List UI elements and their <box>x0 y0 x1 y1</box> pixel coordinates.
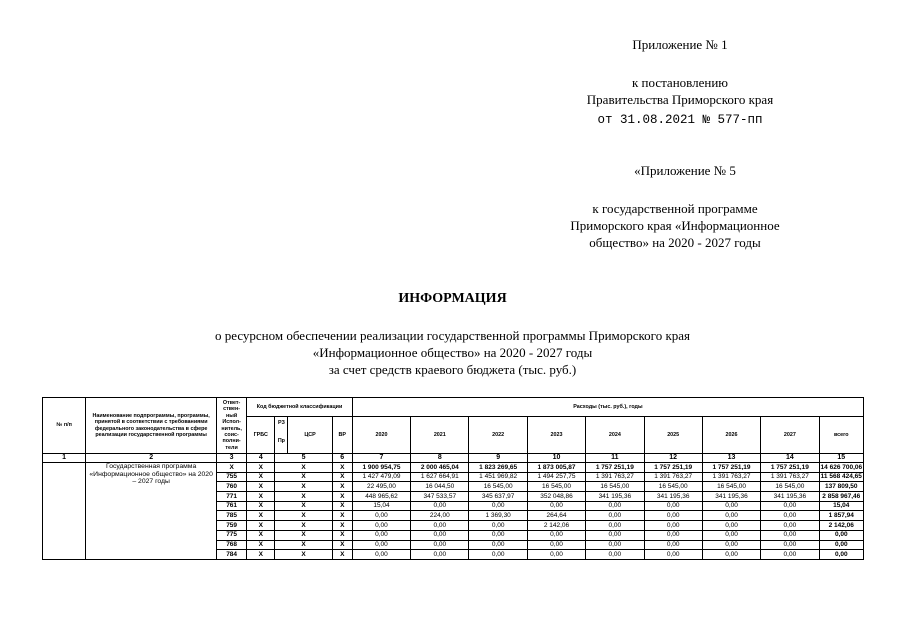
grbs-cell: Х <box>247 472 275 482</box>
responsible-cell: 759 <box>217 521 247 531</box>
amount-cell: 0,00 <box>586 530 644 540</box>
program-name-cell: Государственная программа «Информационное общество» на 2020 – 2027 годы <box>86 463 217 560</box>
amount-cell: 1 451 969,82 <box>469 472 527 482</box>
amount-cell: 0,00 <box>411 530 469 540</box>
responsible-cell: 761 <box>217 501 247 511</box>
column-number: 10 <box>527 454 585 463</box>
amount-cell: 16 545,00 <box>586 482 644 492</box>
vr-cell: Х <box>332 501 352 511</box>
grbs-cell: Х <box>247 550 275 560</box>
col-header-vr: ВР <box>332 417 352 454</box>
amount-cell: 16 545,00 <box>702 482 760 492</box>
amount-cell: 0,00 <box>702 540 760 550</box>
amount-cell: 0,00 <box>644 511 702 521</box>
total-cell: 0,00 <box>819 530 863 540</box>
col-header-year: 2025 <box>644 417 702 454</box>
total-cell: 0,00 <box>819 550 863 560</box>
amount-cell: 0,00 <box>411 501 469 511</box>
amount-cell: 0,00 <box>586 521 644 531</box>
total-cell: 14 626 700,06 <box>820 463 863 471</box>
total-cell: 2 858 967,46 <box>819 492 863 502</box>
col-header-code-group: Код бюджетной классификации <box>247 398 353 417</box>
amount-cell: 352 048,86 <box>527 492 585 502</box>
col-header-name: Наименование подпрограммы, программы, принятой в соответствии с требованиями федерального законодательства в сфере реализации государственной программы <box>86 398 217 454</box>
column-number: 14 <box>761 454 819 463</box>
csr-cell: Х <box>275 521 332 531</box>
amount-cell: 345 637,97 <box>469 492 527 502</box>
csr-cell: Х <box>275 540 332 550</box>
program-line-2: Приморского края «Информационное <box>570 218 780 233</box>
amount-cell: 16 545,00 <box>527 482 585 492</box>
amount-cell: 0,00 <box>352 530 410 540</box>
amount-cell: 1 757 251,19 <box>702 463 760 473</box>
col-header-year: 2020 <box>352 417 410 454</box>
amount-cell: 1 391 763,27 <box>702 472 760 482</box>
total-cell: 15,04 <box>819 501 863 511</box>
amount-cell: 1 873 005,87 <box>527 463 585 473</box>
subtitle-line-2: «Информационное общество» на 2020 - 2027 годы <box>312 345 593 360</box>
vr-cell: Х <box>332 482 352 492</box>
column-number: 5 <box>275 454 332 463</box>
column-number: 11 <box>586 454 644 463</box>
responsible-cell: 771 <box>217 492 247 502</box>
document-subtitle <box>0 327 905 378</box>
vr-cell: Х <box>332 511 352 521</box>
col-header-total: всего <box>819 417 863 454</box>
appendix-5-label: «Приложение № 5 <box>634 163 736 178</box>
col-header-pr: Пр <box>275 429 288 454</box>
col-header-csr: ЦСР <box>288 417 332 454</box>
amount-cell: 1 391 763,27 <box>644 472 702 482</box>
resolution-block <box>550 74 810 129</box>
col-header-rz: РЗ <box>275 417 288 430</box>
amount-cell: 1 391 763,27 <box>586 472 644 482</box>
responsible-cell: Х <box>217 463 247 473</box>
amount-cell: 0,00 <box>586 511 644 521</box>
amount-cell: 0,00 <box>702 521 760 531</box>
column-number: 6 <box>332 454 352 463</box>
csr-cell: Х <box>275 472 332 482</box>
resource-table <box>42 397 864 560</box>
column-number: 7 <box>352 454 410 463</box>
amount-cell: 0,00 <box>644 550 702 560</box>
responsible-cell: 755 <box>217 472 247 482</box>
amount-cell: 0,00 <box>761 530 819 540</box>
amount-cell: 341 195,36 <box>761 492 819 502</box>
amount-cell: 0,00 <box>352 540 410 550</box>
col-header-year: 2021 <box>411 417 469 454</box>
amount-cell: 16 044,50 <box>411 482 469 492</box>
column-number: 15 <box>819 454 863 463</box>
amount-cell: 0,00 <box>702 501 760 511</box>
csr-cell: Х <box>275 511 332 521</box>
col-header-year: 2024 <box>586 417 644 454</box>
vr-cell: Х <box>332 463 352 473</box>
col-header-grbs: ГРБС <box>247 417 275 454</box>
amount-cell: 0,00 <box>469 521 527 531</box>
grbs-cell: Х <box>247 482 275 492</box>
vr-cell: Х <box>332 472 352 482</box>
program-line-3: общество» на 2020 - 2027 годы <box>589 235 761 250</box>
program-line-1: к государственной программе <box>592 201 758 216</box>
program-block <box>560 200 790 251</box>
col-header-year: 2027 <box>761 417 819 454</box>
grbs-cell: Х <box>247 540 275 550</box>
amount-cell: 0,00 <box>411 550 469 560</box>
column-number: 9 <box>469 454 527 463</box>
vr-cell: Х <box>332 530 352 540</box>
col-header-expenses-group: Расходы (тыс. руб.), годы <box>352 398 863 417</box>
column-number: 13 <box>702 454 760 463</box>
amount-cell: 341 195,36 <box>586 492 644 502</box>
amount-cell: 0,00 <box>644 540 702 550</box>
grbs-cell: Х <box>247 521 275 531</box>
appendix-1-label: Приложение № 1 <box>632 37 728 52</box>
row-number-cell <box>43 463 86 560</box>
col-header-year: 2023 <box>527 417 585 454</box>
responsible-cell: 760 <box>217 482 247 492</box>
total-cell: 137 809,50 <box>819 482 863 492</box>
amount-cell: 15,04 <box>352 501 410 511</box>
grbs-cell: Х <box>247 492 275 502</box>
amount-cell: 0,00 <box>702 511 760 521</box>
amount-cell: 0,00 <box>352 511 410 521</box>
amount-cell: 1 427 479,09 <box>352 472 410 482</box>
amount-cell: 224,00 <box>411 511 469 521</box>
col-header-year: 2026 <box>702 417 760 454</box>
amount-cell: 1 391 763,27 <box>761 472 819 482</box>
column-number: 2 <box>86 454 217 463</box>
responsible-cell: 775 <box>217 530 247 540</box>
amount-cell: 347 533,57 <box>411 492 469 502</box>
amount-cell: 0,00 <box>352 550 410 560</box>
amount-cell: 448 965,62 <box>352 492 410 502</box>
amount-cell: 16 545,00 <box>761 482 819 492</box>
col-header-year: 2022 <box>469 417 527 454</box>
vr-cell: Х <box>332 492 352 502</box>
col-header-num: № п/п <box>43 398 86 454</box>
amount-cell: 2 142,06 <box>527 521 585 531</box>
amount-cell: 0,00 <box>352 521 410 531</box>
amount-cell: 341 195,36 <box>702 492 760 502</box>
csr-cell: Х <box>275 530 332 540</box>
amount-cell: 22 495,00 <box>352 482 410 492</box>
column-number: 8 <box>411 454 469 463</box>
total-cell: 1 857,94 <box>819 511 863 521</box>
amount-cell: 1 900 954,75 <box>352 463 410 473</box>
amount-cell: 0,00 <box>761 521 819 531</box>
column-number: 3 <box>217 454 247 463</box>
total-cell: 2 142,06 <box>819 521 863 531</box>
amount-cell: 1 494 257,75 <box>527 472 585 482</box>
vr-cell: Х <box>332 521 352 531</box>
subtitle-line-3: за счет средств краевого бюджета (тыс. руб.) <box>328 362 577 377</box>
amount-cell: 0,00 <box>761 540 819 550</box>
column-number: 4 <box>247 454 275 463</box>
responsible-cell: 785 <box>217 511 247 521</box>
col-header-responsible: Ответ- ствен- ный Испол- нитель, соис- полни- тели <box>217 398 247 454</box>
grbs-cell: Х <box>247 463 275 473</box>
table-row <box>43 463 864 473</box>
amount-cell: 2 000 465,04 <box>411 463 469 473</box>
amount-cell: 0,00 <box>527 530 585 540</box>
amount-cell: 0,00 <box>761 511 819 521</box>
csr-cell: Х <box>275 482 332 492</box>
grbs-cell: Х <box>247 501 275 511</box>
document-title: ИНФОРМАЦИЯ <box>398 291 507 306</box>
amount-cell: 1 627 664,91 <box>411 472 469 482</box>
total-cell: 11 568 424,65 <box>820 473 862 481</box>
csr-cell: Х <box>275 550 332 560</box>
amount-cell: 1 757 251,19 <box>586 463 644 473</box>
amount-cell: 0,00 <box>527 550 585 560</box>
responsible-cell: 784 <box>217 550 247 560</box>
amount-cell: 1 369,30 <box>469 511 527 521</box>
responsible-cell: 768 <box>217 540 247 550</box>
amount-cell: 1 757 251,19 <box>644 463 702 473</box>
subtitle-line-1: о ресурсном обеспечении реализации государственной программы Приморского края <box>214 328 691 343</box>
resolution-date-number: от 31.08.2021 № 577-пп <box>597 113 763 127</box>
amount-cell: 1 823 269,65 <box>469 463 527 473</box>
amount-cell: 0,00 <box>586 540 644 550</box>
amount-cell: 341 195,36 <box>644 492 702 502</box>
csr-cell: Х <box>275 492 332 502</box>
vr-cell: Х <box>332 550 352 560</box>
vr-cell: Х <box>332 540 352 550</box>
total-cell: 0,00 <box>819 540 863 550</box>
amount-cell: 0,00 <box>702 530 760 540</box>
grbs-cell: Х <box>247 530 275 540</box>
column-number: 12 <box>644 454 702 463</box>
amount-cell: 0,00 <box>761 550 819 560</box>
amount-cell: 0,00 <box>527 501 585 511</box>
amount-cell: 0,00 <box>644 521 702 531</box>
amount-cell: 0,00 <box>469 540 527 550</box>
amount-cell: 1 757 251,19 <box>761 463 819 473</box>
amount-cell: 0,00 <box>411 521 469 531</box>
amount-cell: 0,00 <box>527 540 585 550</box>
amount-cell: 0,00 <box>469 530 527 540</box>
csr-cell: Х <box>275 463 332 473</box>
column-number: 1 <box>43 454 86 463</box>
amount-cell: 16 545,00 <box>644 482 702 492</box>
csr-cell: Х <box>275 501 332 511</box>
amount-cell: 0,00 <box>702 550 760 560</box>
amount-cell: 0,00 <box>469 501 527 511</box>
amount-cell: 16 545,00 <box>469 482 527 492</box>
amount-cell: 0,00 <box>586 550 644 560</box>
amount-cell: 264,64 <box>527 511 585 521</box>
amount-cell: 0,00 <box>411 540 469 550</box>
resolution-line-2: Правительства Приморского края <box>586 92 774 107</box>
grbs-cell: Х <box>247 511 275 521</box>
resolution-line-1: к постановлению <box>631 75 729 90</box>
column-numbers-row <box>43 454 864 463</box>
amount-cell: 0,00 <box>469 550 527 560</box>
amount-cell: 0,00 <box>761 501 819 511</box>
amount-cell: 0,00 <box>644 530 702 540</box>
amount-cell: 0,00 <box>644 501 702 511</box>
amount-cell: 0,00 <box>586 501 644 511</box>
